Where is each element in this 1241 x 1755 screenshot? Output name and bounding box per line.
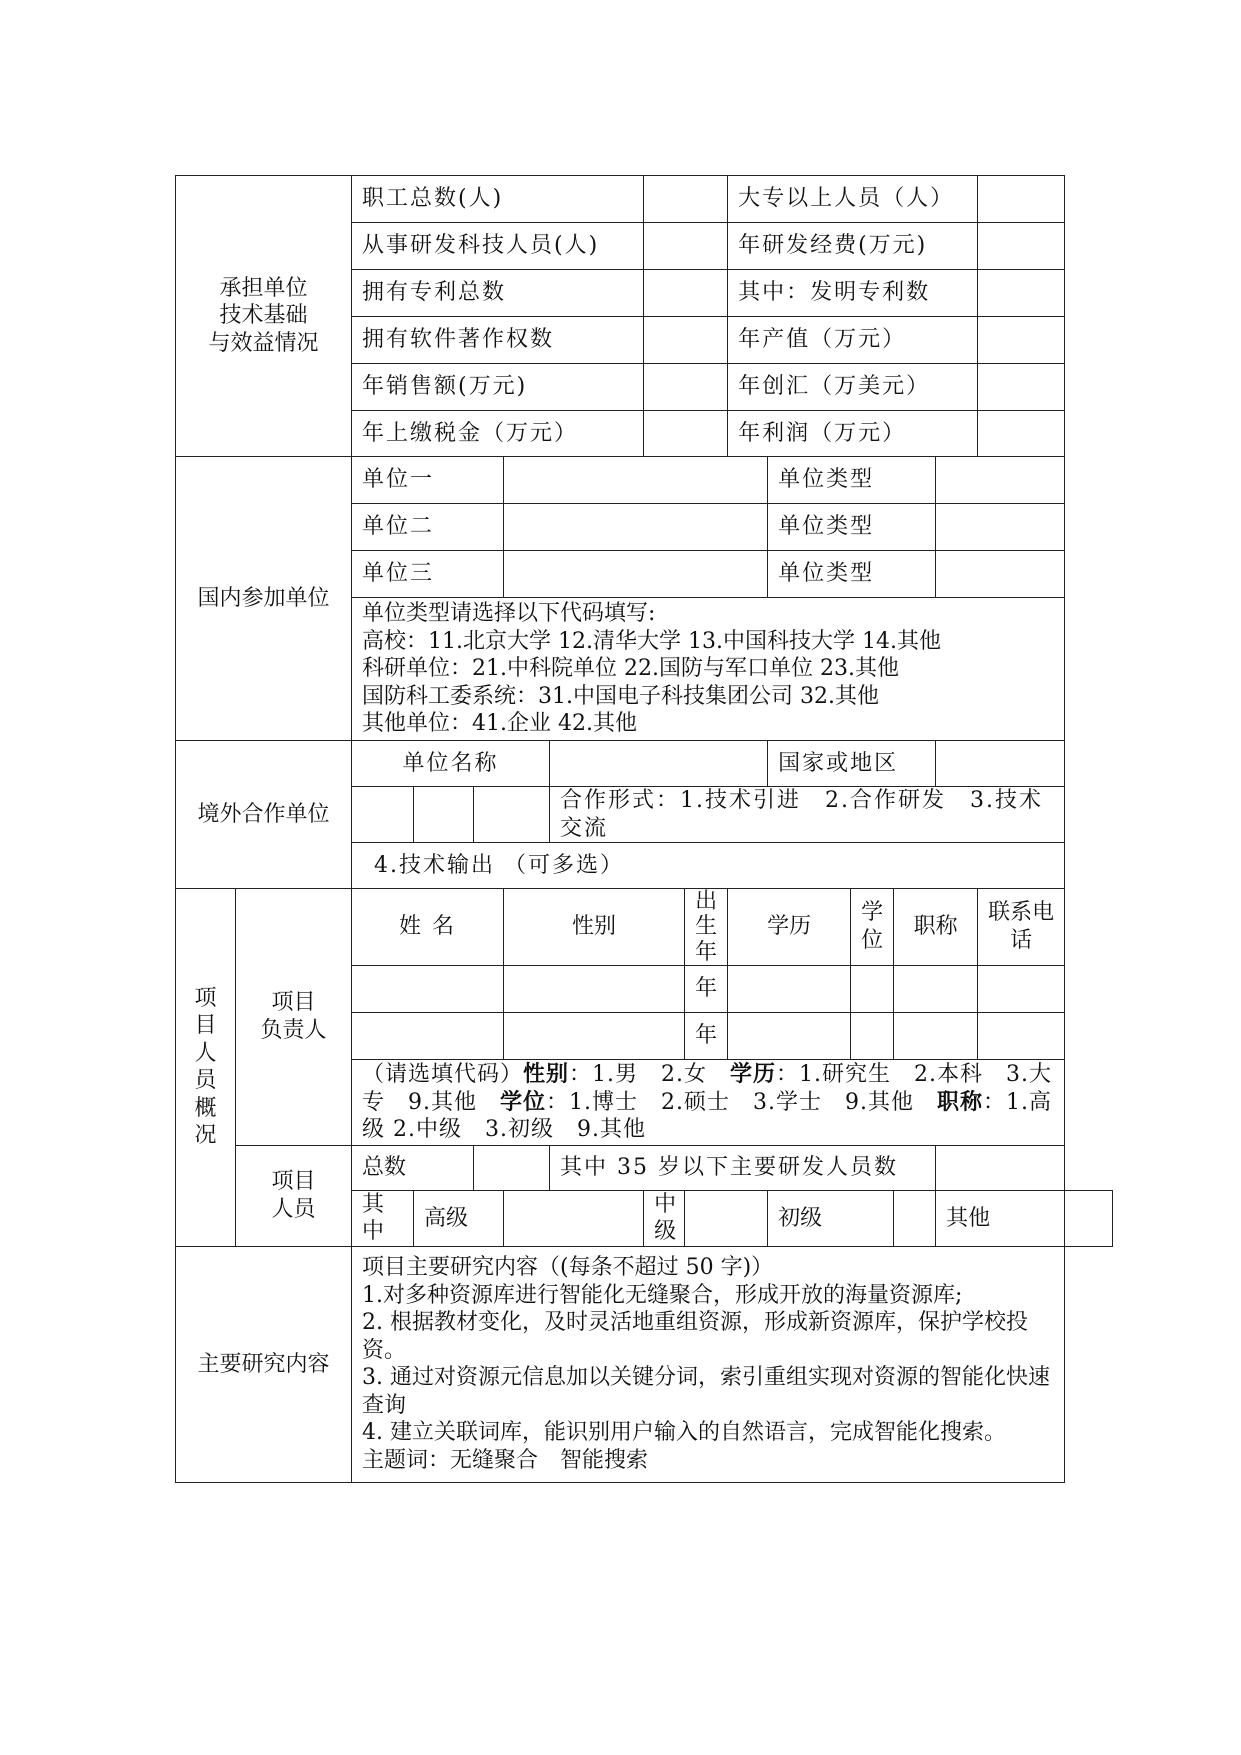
staff-senior-label: 高级	[414, 1190, 504, 1246]
leader-title[interactable]	[894, 965, 978, 1012]
leader-education[interactable]	[728, 1012, 851, 1059]
form-table	[175, 175, 1113, 1483]
header-degree: 学位	[851, 889, 894, 966]
domestic-unit-1-type[interactable]	[936, 457, 1065, 504]
leader-name[interactable]	[352, 1012, 504, 1059]
staff-junior-label: 初级	[768, 1190, 894, 1246]
leader-phone[interactable]	[978, 1012, 1065, 1059]
basis-value-cell[interactable]	[978, 176, 1065, 223]
leader-degree[interactable]	[851, 1012, 894, 1059]
leader-gender[interactable]	[504, 1012, 685, 1059]
research-section-title: 主要研究内容	[176, 1246, 352, 1482]
overseas-code-box[interactable]	[352, 787, 414, 843]
basis-value-cell[interactable]	[978, 411, 1065, 457]
leader-degree[interactable]	[851, 965, 894, 1012]
basis-value-cell[interactable]	[644, 270, 728, 317]
basis-label-output-value: 年产值（万元）	[728, 317, 978, 364]
staff-total-label: 总数	[352, 1145, 474, 1190]
overseas-code-box[interactable]	[414, 787, 474, 843]
cooperation-form-options-2: 4.技术输出 （可多选）	[352, 843, 1065, 889]
header-name: 姓 名	[352, 889, 504, 966]
basis-value-cell[interactable]	[978, 364, 1065, 411]
unit-type-code-note: 单位类型请选择以下代码填写: 高校：11.北京大学 12.清华大学 13.中国科技大学 14.其他 科研单位：21.中科院单位 22.国防与军口单位 23.其他 国防科工委系统：31.中国电子科技集团公司 32.其他 其他单位：41.企业 42.其他	[352, 598, 1065, 741]
basis-label-invention-patents: 其中：发明专利数	[728, 270, 978, 317]
project-leader-label: 项目 负责人	[236, 889, 352, 1146]
domestic-unit-2-type[interactable]	[936, 504, 1065, 551]
basis-value-cell[interactable]	[978, 270, 1065, 317]
basis-label-tax: 年上缴税金（万元）	[352, 411, 644, 457]
basis-value-cell[interactable]	[978, 223, 1065, 270]
basis-value-cell[interactable]	[644, 411, 728, 457]
overseas-country[interactable]	[936, 741, 1065, 787]
overseas-country-label: 国家或地区	[768, 741, 936, 787]
basis-label-total-staff: 职工总数(人)	[352, 176, 644, 223]
domestic-unit-2-name[interactable]	[504, 504, 768, 551]
leader-name[interactable]	[352, 965, 504, 1012]
basis-value-cell[interactable]	[978, 317, 1065, 364]
domestic-unit-3-label: 单位三	[352, 551, 504, 598]
basis-label-profit: 年利润（万元）	[728, 411, 978, 457]
header-education: 学历	[728, 889, 851, 966]
basis-label-patents: 拥有专利总数	[352, 270, 644, 317]
basis-label-sales: 年销售额(万元)	[352, 364, 644, 411]
leader-birth-year[interactable]: 年	[685, 1012, 728, 1059]
header-phone: 联系电话	[978, 889, 1065, 966]
basis-label-software-copyrights: 拥有软件著作权数	[352, 317, 644, 364]
application-form-page	[175, 175, 1113, 1483]
leader-title[interactable]	[894, 1012, 978, 1059]
staff-middle-value[interactable]	[685, 1190, 768, 1246]
staff-under35-label: 其中 35 岁以下主要研发人员数	[550, 1145, 936, 1190]
overseas-unit-name[interactable]	[550, 741, 768, 787]
basis-label-rd-staff: 从事研发科技人员(人)	[352, 223, 644, 270]
domestic-unit-2-type-label: 单位类型	[768, 504, 936, 551]
overseas-section-title: 境外合作单位	[176, 741, 352, 889]
overseas-code-box[interactable]	[474, 787, 550, 843]
basis-label-forex: 年创汇（万美元）	[728, 364, 978, 411]
domestic-unit-3-type-label: 单位类型	[768, 551, 936, 598]
cooperation-form-options: 合作形式：1.技术引进 2.合作研发 3.技术交流	[550, 787, 1065, 843]
leader-education[interactable]	[728, 965, 851, 1012]
personnel-section-title: 项 目 人 员 概 况	[176, 889, 236, 1247]
research-content[interactable]: 项目主要研究内容（(每条不超过 50 字)） 1.对多种资源库进行智能化无缝聚合，形成开放的海量资源库; 2. 根据教材变化，及时灵活地重组资源，形成新资源库，保护学校投资。 3. 通过对资源元信息加以关键分词，索引重组实现对资源的智能化快速查询 4. 建立关联词库，能识别用户输入的自然语言，完成智能化搜索。 主题词：无缝聚合 智能搜索	[352, 1246, 1065, 1482]
domestic-section-title: 国内参加单位	[176, 457, 352, 741]
staff-total-value[interactable]	[474, 1145, 550, 1190]
staff-middle-label: 中级	[644, 1190, 685, 1246]
domestic-unit-1-type-label: 单位类型	[768, 457, 936, 504]
personnel-code-note: （请选填代码）性别：1.男 2.女 学历：1.研究生 2.本科 3.大专 9.其他 学位：1.博士 2.硕士 3.学士 9.其他 职称：1.高级 2.中级 3.初级 9.其他	[352, 1059, 1065, 1145]
staff-senior-value[interactable]	[504, 1190, 644, 1246]
leader-gender[interactable]	[504, 965, 685, 1012]
domestic-unit-2-label: 单位二	[352, 504, 504, 551]
staff-other-value[interactable]	[1065, 1190, 1113, 1246]
basis-value-cell[interactable]	[644, 176, 728, 223]
project-staff-label: 项目 人员	[236, 1145, 352, 1246]
domestic-unit-3-type[interactable]	[936, 551, 1065, 598]
staff-other-label: 其他	[936, 1190, 1065, 1246]
staff-junior-value[interactable]	[894, 1190, 936, 1246]
staff-of-which-label: 其中	[352, 1190, 414, 1246]
leader-phone[interactable]	[978, 965, 1065, 1012]
overseas-unit-name-label: 单位名称	[352, 741, 550, 787]
basis-value-cell[interactable]	[644, 364, 728, 411]
basis-label-college-staff: 大专以上人员（人）	[728, 176, 978, 223]
header-birth-year: 出生 年	[685, 889, 728, 966]
header-gender: 性别	[504, 889, 685, 966]
basis-value-cell[interactable]	[644, 223, 728, 270]
header-title: 职称	[894, 889, 978, 966]
domestic-unit-3-name[interactable]	[504, 551, 768, 598]
domestic-unit-1-name[interactable]	[504, 457, 768, 504]
leader-birth-year[interactable]: 年	[685, 965, 728, 1012]
basis-value-cell[interactable]	[644, 317, 728, 364]
staff-under35-value[interactable]	[936, 1145, 1065, 1190]
basis-section-title: 承担单位 技术基础 与效益情况	[176, 176, 352, 457]
basis-label-rd-funds: 年研发经费(万元)	[728, 223, 978, 270]
domestic-unit-1-label: 单位一	[352, 457, 504, 504]
